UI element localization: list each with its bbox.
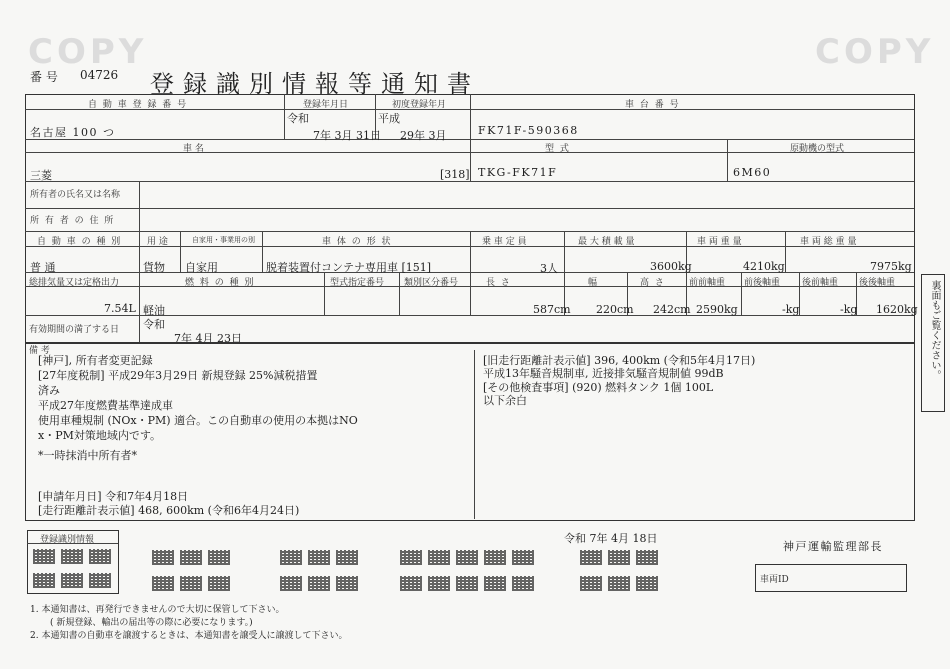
designation-number-header: 型式指定番号	[330, 278, 385, 288]
model-header: 型 式	[545, 144, 571, 154]
rear-front-axle-header: 後前軸重	[802, 278, 839, 288]
issue-date: 令和 7年 4月 18日	[564, 532, 658, 545]
document-number: 04726	[80, 68, 119, 82]
first-reg-header: 初度登録年月	[392, 100, 447, 110]
fuel-type: 軽油	[143, 304, 165, 317]
number-label: 番 号	[30, 70, 58, 84]
engine-model: 6M60	[733, 166, 772, 179]
first-registration: 29年 3月	[400, 129, 447, 142]
front-front-axle-weight: 2590kg	[696, 303, 738, 316]
body-shape-header: 車 体 の 形 状	[322, 237, 392, 247]
fuel-type-header: 燃 料 の 種 別	[185, 278, 255, 288]
length: 587cm	[533, 303, 571, 316]
front-rear-axle-header: 前後軸重	[744, 278, 781, 288]
reg-date-header: 登録年月日	[303, 100, 349, 110]
owner-address-header: 所 有 者 の 住 所	[30, 216, 115, 226]
remark-line: 使用車種規制 (NOx・PM) 適合。この自動車の使用の本拠はNO	[38, 414, 358, 427]
capacity-header: 乗 車 定 員	[482, 237, 527, 247]
footer-note: ( 新規登録、輸出の届出等の際に必要になります。)	[50, 618, 253, 628]
remark-line: [27年度税制] 平成29年3月29日 新規登録 25%減税措置	[38, 369, 318, 382]
owner-name-header: 所有者の氏名又は名称	[30, 190, 121, 200]
capacity: 3人	[540, 262, 558, 275]
remark-line: [旧走行距離計表示値] 396, 400km (令和5年4月17日)	[483, 354, 756, 367]
displacement-header: 総排気量又は定格出力	[29, 278, 120, 288]
footer-note: 1. 本通知書は、再発行できませんので大切に保管して下さい。	[30, 605, 285, 615]
registration-date: 7年 3月 31日	[313, 129, 381, 142]
rear-front-axle-weight: -kg	[840, 303, 858, 316]
max-load: 3600kg	[650, 260, 692, 273]
qr-label: 登録識別情報	[40, 535, 95, 545]
gross-weight: 7975kg	[870, 260, 912, 273]
remark-line: 済み	[38, 384, 60, 397]
body-shape: 脱着装置付コンテナ専用車 [151]	[266, 261, 432, 274]
first-reg-era: 平成	[378, 112, 400, 125]
remark-line: 以下余白	[483, 394, 527, 407]
footer-note: 2. 本通知書の自動車を譲渡するときは、本通知書を譲受人に譲渡して下さい。	[30, 631, 348, 641]
copy-watermark-left: COPY	[28, 32, 148, 72]
max-load-header: 最 大 積 載 量	[578, 237, 635, 247]
vehicle-weight: 4210kg	[743, 260, 785, 273]
vehicle-weight-header: 車 両 重 量	[697, 237, 742, 247]
engine-model-header: 原動機の型式	[790, 144, 845, 154]
make-code: [318]	[440, 168, 470, 181]
remark-line: 平成27年度燃費基準達成車	[38, 399, 173, 412]
remark-line: x・PM対策地域内です。	[38, 429, 161, 442]
height: 242cm	[653, 303, 691, 316]
height-header: 高 さ	[640, 278, 666, 288]
private-business-header: 自家用・事業用の別	[192, 236, 255, 244]
remark-line: [申請年月日] 令和7年4月18日	[38, 490, 189, 503]
remark-line: [神戸], 所有者変更記録	[38, 354, 153, 367]
remark-line: *一時抹消中所有者*	[38, 449, 137, 462]
vehicle-model: TKG-FK71F	[478, 166, 558, 179]
expiry-header: 有効期間の満了する日	[29, 325, 120, 335]
private-business: 自家用	[185, 261, 218, 274]
displacement: 7.54L	[104, 302, 136, 315]
remark-line: [走行距離計表示値] 468, 600km (令和6年4月24日)	[38, 504, 300, 517]
remark-line: [その他検査事項] (920) 燃料タンク 1個 100L	[483, 381, 714, 394]
vehicle-use: 貨物	[143, 261, 165, 274]
remark-line: 平成13年騒音規制車, 近接排気騒音規制値 99dB	[483, 367, 724, 380]
registration-number: 名古屋 100 つ	[30, 126, 116, 139]
length-header: 長 さ	[486, 278, 512, 288]
width: 220cm	[596, 303, 634, 316]
make-header: 車 名	[183, 144, 204, 154]
width-header: 幅	[588, 278, 598, 288]
expiry-date: 7年 4月 23日	[174, 332, 242, 345]
vehicle-id-label: 車両ID	[760, 575, 789, 585]
document-title: 登録識別情報等通知書	[150, 70, 480, 98]
vehicle-make: 三菱	[30, 169, 52, 182]
vehicle-type-header: 自 動 車 の 種 別	[37, 237, 122, 247]
vehicle-type: 普 通	[30, 261, 56, 274]
reg-number-header: 自 動 車 登 録 番 号	[88, 100, 188, 110]
rear-rear-axle-header: 後後軸重	[859, 278, 896, 288]
gross-weight-header: 車 両 総 重 量	[800, 237, 857, 247]
rear-rear-axle-weight: 1620kg	[876, 303, 918, 316]
front-rear-axle-weight: -kg	[782, 303, 800, 316]
expiry-era: 令和	[143, 318, 165, 331]
remarks-label: 備 考	[29, 346, 50, 356]
use-header: 用 途	[147, 237, 168, 247]
reg-era: 令和	[287, 112, 309, 125]
copy-watermark-right: COPY	[815, 32, 935, 72]
side-note: 裏面もご覧ください。	[929, 280, 940, 380]
front-front-axle-header: 前前軸重	[689, 278, 726, 288]
issuing-authority: 神戸運輸監理部長	[783, 540, 883, 553]
category-number-header: 類別区分番号	[404, 278, 459, 288]
chassis-number: FK71F-590368	[478, 124, 579, 137]
chassis-header: 車 台 番 号	[625, 100, 681, 110]
